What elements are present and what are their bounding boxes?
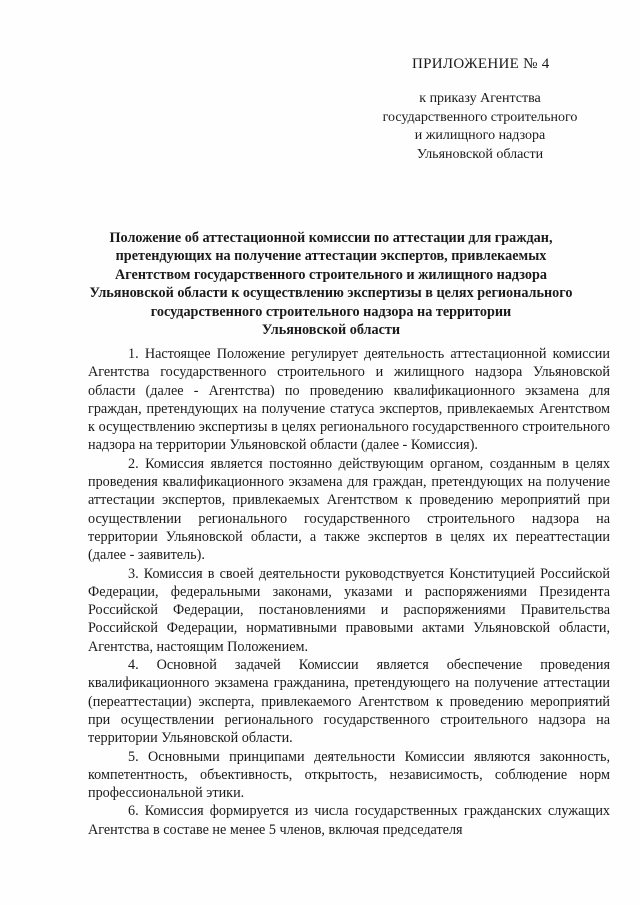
paragraph-4: 4. Основной задачей Комиссии является обеспечение проведения квалификационного экзамена гражданина, претендующего на получение аттестации (переаттестации) эксперта, привлекаемого Агентством к проведению мероприятий при осуществлении регионального государственного строительного надзора на территории Ульяновской области.: [88, 657, 610, 747]
order-line: и жилищного надзора: [414, 128, 546, 143]
title-line: претендующих на получение аттестации экспертов, привлекаемых: [115, 248, 547, 265]
title-line: Агентством государственного строительного и жилищного надзора: [115, 266, 547, 283]
order-reference: [360, 90, 600, 164]
document-title: [78, 229, 584, 339]
appendix-title: ПРИЛОЖЕНИЕ № 4: [412, 56, 550, 72]
paragraph-6: 6. Комиссия формируется из числа государственных гражданских служащих Агентства в составе не менее 5 членов, включая председателя: [88, 803, 610, 838]
document-body: [88, 345, 610, 839]
title-line: Ульяновской области к осуществлению экспертизы в целях регионального: [89, 285, 573, 302]
order-line: Ульяновской области: [416, 146, 544, 162]
order-line: к приказу Агентства: [419, 91, 541, 106]
paragraph-2: 2. Комиссия является постоянно действующим органом, созданным в целях проведения квалификационного экзамена для граждан, претендующих на получение аттестации экспертов, привлекаемых Агентством к проведению мероприятий при осуществлении регионального государственного строительного надзора на территории Ульяновской области, а также экспертов в целях их переаттестации (далее - заявитель).: [88, 455, 610, 564]
paragraph-3: 3. Комиссия в своей деятельности руководствуется Конституцией Российской Федерации, федеральными законами, указами и распоряжениями Президента Российской Федерации, постановлениями и распоряжениями Правительства Российской Федерации, нормативными правовыми актами Ульяновской области, Агентства, настоящим Положением.: [88, 565, 610, 655]
paragraph-5: 5. Основными принципами деятельности Комиссии являются законность, компетентность, объективность, открытость, независимость, соблюдение норм профессиональной этики.: [88, 748, 610, 802]
title-line: Положение об аттестационной комиссии по аттестации для граждан,: [109, 230, 553, 246]
order-line: государственного строительного: [382, 109, 578, 125]
title-line: Ульяновской области: [261, 322, 401, 339]
title-line: государственного строительного надзора на территории: [150, 303, 512, 320]
paragraph-1: 1. Настоящее Положение регулирует деятельность аттестационной комиссии Агентства государственного строительного и жилищного надзора Ульяновской области (далее - Агентства) по проведению квалификационного экзамена для граждан, претендующих на получение статуса экспертов, привлекаемых Агентством к осуществлению экспертизы в целях регионального государственного строительного надзора на территории Ульяновской области (далее - Комиссия).: [88, 346, 610, 454]
